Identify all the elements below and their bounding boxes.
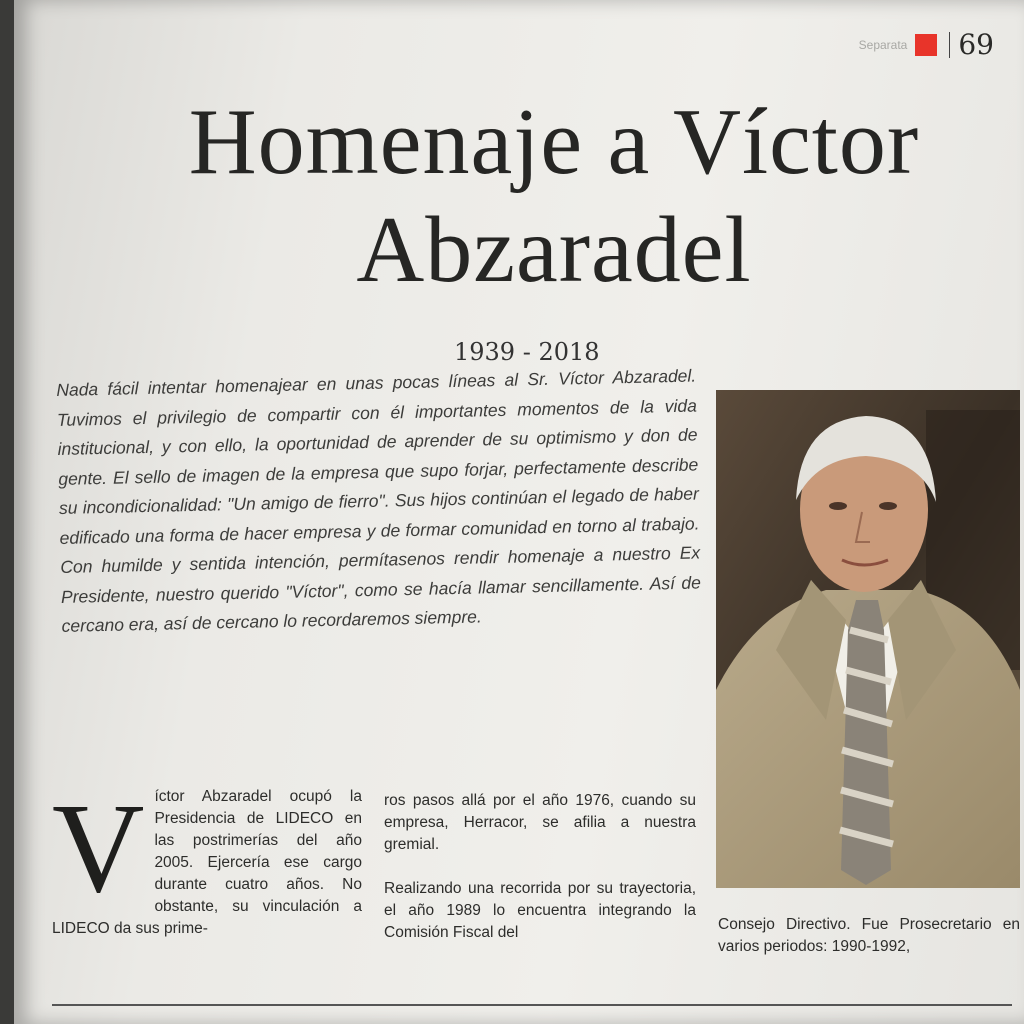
body-column-2 xyxy=(384,790,696,966)
section-label: Separata xyxy=(858,37,908,52)
body-column-3: Consejo Directivo. Fue Prosecretario en varios periodos: 1990-1992, xyxy=(718,916,1020,955)
article-title: Homenaje a Víctor Abzaradel xyxy=(188,90,920,302)
portrait-photo xyxy=(716,390,1020,888)
body-text: íctor Abzaradel ocupó la Presidencia de LIDECO en las postrimerías del año 2005. Ejercería ese cargo durante cuatro años. No obstante, su vinculación a LIDECO da sus prime- xyxy=(52,788,362,937)
section-marker-icon xyxy=(915,34,937,56)
divider xyxy=(949,32,950,58)
body-column-1 xyxy=(52,777,362,940)
intro-paragraph: Nada fácil intentar homenajear en unas pocas líneas al Sr. Víctor Abzaradel. Tuvimos el privilegio de compartir con él importantes momentos de la vida institucional, y con ello, la oportunidad de aprender de su optimismo y don de gente. El sello de imagen de la empresa que supo forjar, perfectamente describe su incondicionalidad: "Un amigo de fierro". Sus hijos continúan el legado de haber edificado una forma de hacer empresa y de formar comunidad en torno al trabajo. Con humilde y sentida intención, permítasenos rendir homenaje a nuestro Ex Presidente, nuestro querido "Víctor", como se hacía llamar sencillamente. Así de cercano era, así de cercano lo recordaremos siempre. xyxy=(56,365,702,636)
footer-rule xyxy=(52,1004,1012,1006)
life-years: 1939 - 2018 xyxy=(454,338,600,366)
page-header xyxy=(859,28,994,61)
body-paragraph: ros pasos allá por el año 1976, cuando su empresa, Herracor, se afilia a nuestra gremial. xyxy=(384,792,696,853)
body-paragraph: Realizando una recorrida por su trayectoria, el año 1989 lo encuentra integrando la Comisión Fiscal del xyxy=(384,880,696,941)
drop-cap: V xyxy=(52,777,145,919)
magazine-page xyxy=(14,0,1024,1024)
page-number: 69 xyxy=(958,28,994,61)
